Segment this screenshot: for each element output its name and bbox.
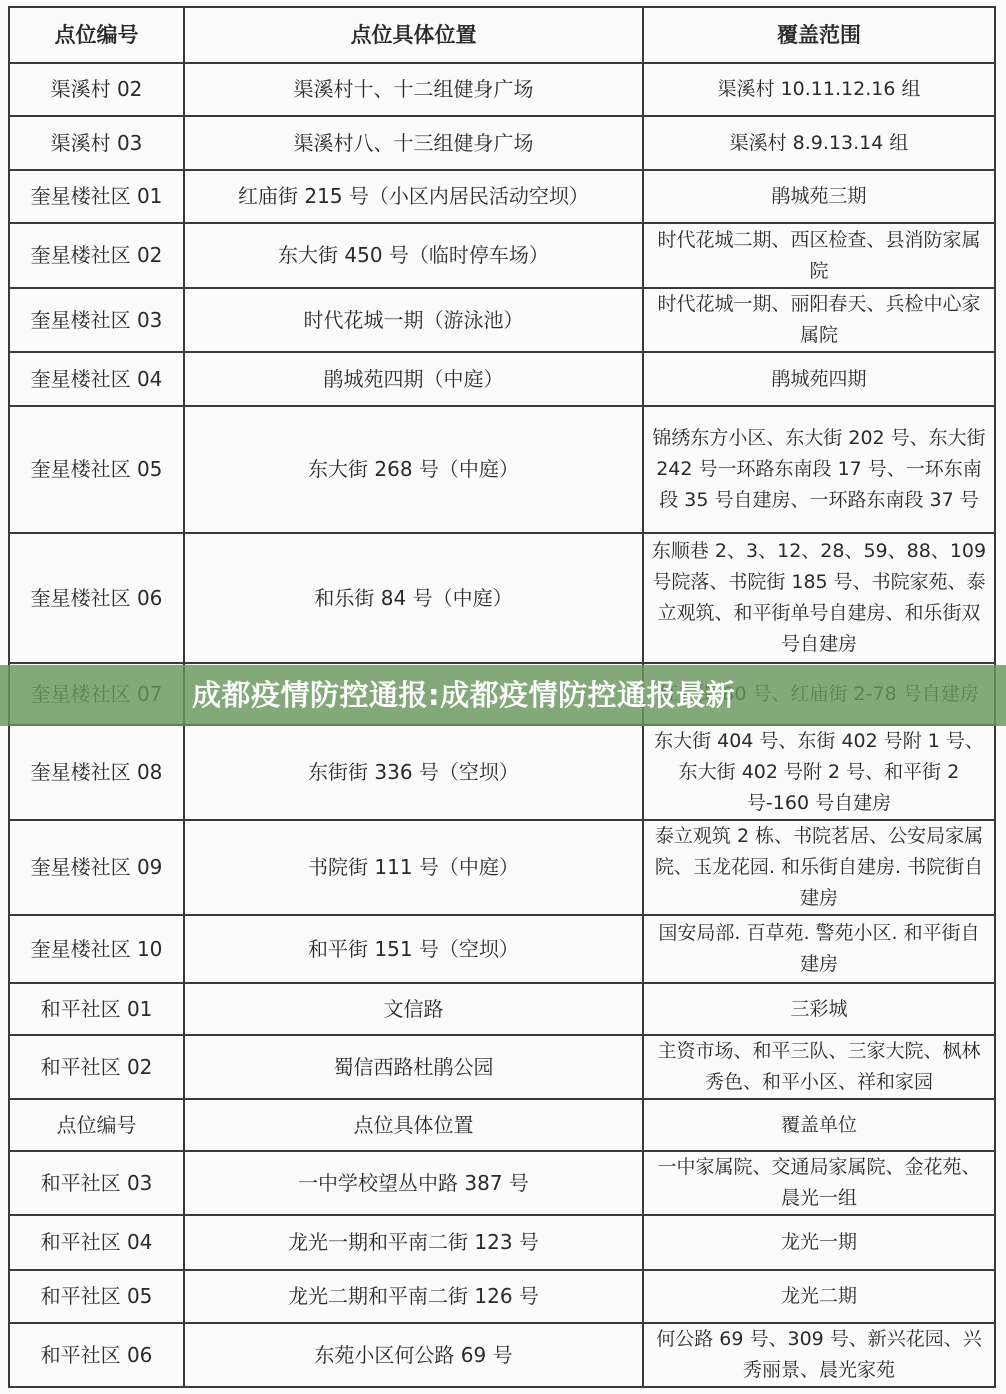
table-row [9,1270,995,1323]
cell-location: 和平街 151 号（空坝） [184,915,643,983]
cell-coverage: 渠溪村 10.11.12.16 组 [643,63,995,116]
cell-point-id: 和平社区 05 [9,1270,184,1323]
table-row [9,63,995,116]
table-row [9,1215,995,1270]
cell-coverage: 主资市场、和平三队、三家大院、枫林秀色、和平小区、祥和家园 [643,1035,995,1099]
table-row [9,915,995,983]
cell-coverage: 国安局部. 百草苑. 警苑小区. 和平街自建房 [643,915,995,983]
cell-coverage: 时代花城二期、西区检查、县消防家属院 [643,223,995,288]
cell-location: 东街街 336 号（空坝） [184,725,643,820]
table-row [9,116,995,170]
header-point-id: 点位编号 [9,7,184,63]
table-row [9,406,995,533]
cell-coverage: 一中家属院、交通局家属院、金花苑、晨光一组 [643,1151,995,1215]
cell-location: 时代花城一期（游泳池） [184,288,643,352]
cell-point-id: 奎星楼社区 02 [9,223,184,288]
cell-coverage: 何公路 69 号、309 号、新兴花园、兴秀丽景、晨光家苑 [643,1323,995,1387]
cell-point-id: 点位编号 [9,1099,184,1151]
cell-point-id: 奎星楼社区 04 [9,352,184,406]
cell-location: 龙光二期和平南二街 126 号 [184,1270,643,1323]
title-banner [0,665,1006,726]
cell-location: 文信路 [184,983,643,1035]
cell-point-id: 和平社区 03 [9,1151,184,1215]
cell-coverage: 东顺巷 2、3、12、28、59、88、109 号院落、书院街 185 号、书院家苑、泰立观筑、和平街单号自建房、和乐街双号自建房 [643,533,995,663]
cell-location: 和乐街 84 号（中庭） [184,533,643,663]
cell-point-id: 和平社区 04 [9,1215,184,1270]
cell-point-id: 奎星楼社区 10 [9,915,184,983]
cell-location: 龙光一期和平南二街 123 号 [184,1215,643,1270]
cell-coverage: 龙光二期 [643,1270,995,1323]
banner-title: 成都疫情防控通报:成都疫情防控通报最新 [192,678,736,712]
header-coverage: 覆盖范围 [643,7,995,63]
table-row [9,1099,995,1151]
cell-location: 渠溪村十、十二组健身广场 [184,63,643,116]
cell-coverage: 泰立观筑 2 栋、书院茗居、公安局家属院、玉龙花园. 和乐街自建房. 书院街自建房 [643,820,995,915]
cell-point-id: 渠溪村 03 [9,116,184,170]
table-row [9,223,995,288]
header-location: 点位具体位置 [184,7,643,63]
cell-point-id: 奎星楼社区 08 [9,725,184,820]
table-row [9,820,995,915]
table-row [9,288,995,352]
table-row [9,983,995,1035]
cell-location: 蜀信西路杜鹃公园 [184,1035,643,1099]
table-header-row [9,7,995,63]
cell-coverage: 三彩城 [643,983,995,1035]
cell-location: 一中学校望丛中路 387 号 [184,1151,643,1215]
cell-location: 渠溪村八、十三组健身广场 [184,116,643,170]
cell-coverage: 时代花城一期、丽阳春天、兵检中心家属院 [643,288,995,352]
table-row [9,533,995,663]
cell-coverage: 鹃城苑三期 [643,170,995,223]
cell-point-id: 奎星楼社区 05 [9,406,184,533]
cell-coverage: 覆盖单位 [643,1099,995,1151]
table-row [9,1035,995,1099]
cell-location: 红庙街 215 号（小区内居民活动空坝） [184,170,643,223]
table-row [9,170,995,223]
table-row [9,1323,995,1387]
cell-coverage: 锦绣东方小区、东大街 202 号、东大街 242 号一环路东南段 17 号、一环东南段 35 号自建房、一环路东南段 37 号 [643,406,995,533]
table-row [9,352,995,406]
cell-location: 书院街 111 号（中庭） [184,820,643,915]
cell-location: 鹃城苑四期（中庭） [184,352,643,406]
cell-point-id: 奎星楼社区 09 [9,820,184,915]
cell-coverage: 渠溪村 8.9.13.14 组 [643,116,995,170]
cell-point-id: 奎星楼社区 01 [9,170,184,223]
cell-coverage: 鹃城苑四期 [643,352,995,406]
cell-coverage: 龙光一期 [643,1215,995,1270]
cell-location: 点位具体位置 [184,1099,643,1151]
table-row [9,1151,995,1215]
cell-point-id: 和平社区 06 [9,1323,184,1387]
cell-location: 东苑小区何公路 69 号 [184,1323,643,1387]
cell-point-id: 和平社区 02 [9,1035,184,1099]
cell-coverage: 东大街 404 号、东街 402 号附 1 号、东大街 402 号附 2 号、和平街 2 号-160 号自建房 [643,725,995,820]
cell-point-id: 奎星楼社区 06 [9,533,184,663]
cell-point-id: 渠溪村 02 [9,63,184,116]
cell-point-id: 奎星楼社区 03 [9,288,184,352]
table-row [9,725,995,820]
cell-location: 东大街 268 号（中庭） [184,406,643,533]
cell-location: 东大街 450 号（临时停车场） [184,223,643,288]
cell-point-id: 和平社区 01 [9,983,184,1035]
